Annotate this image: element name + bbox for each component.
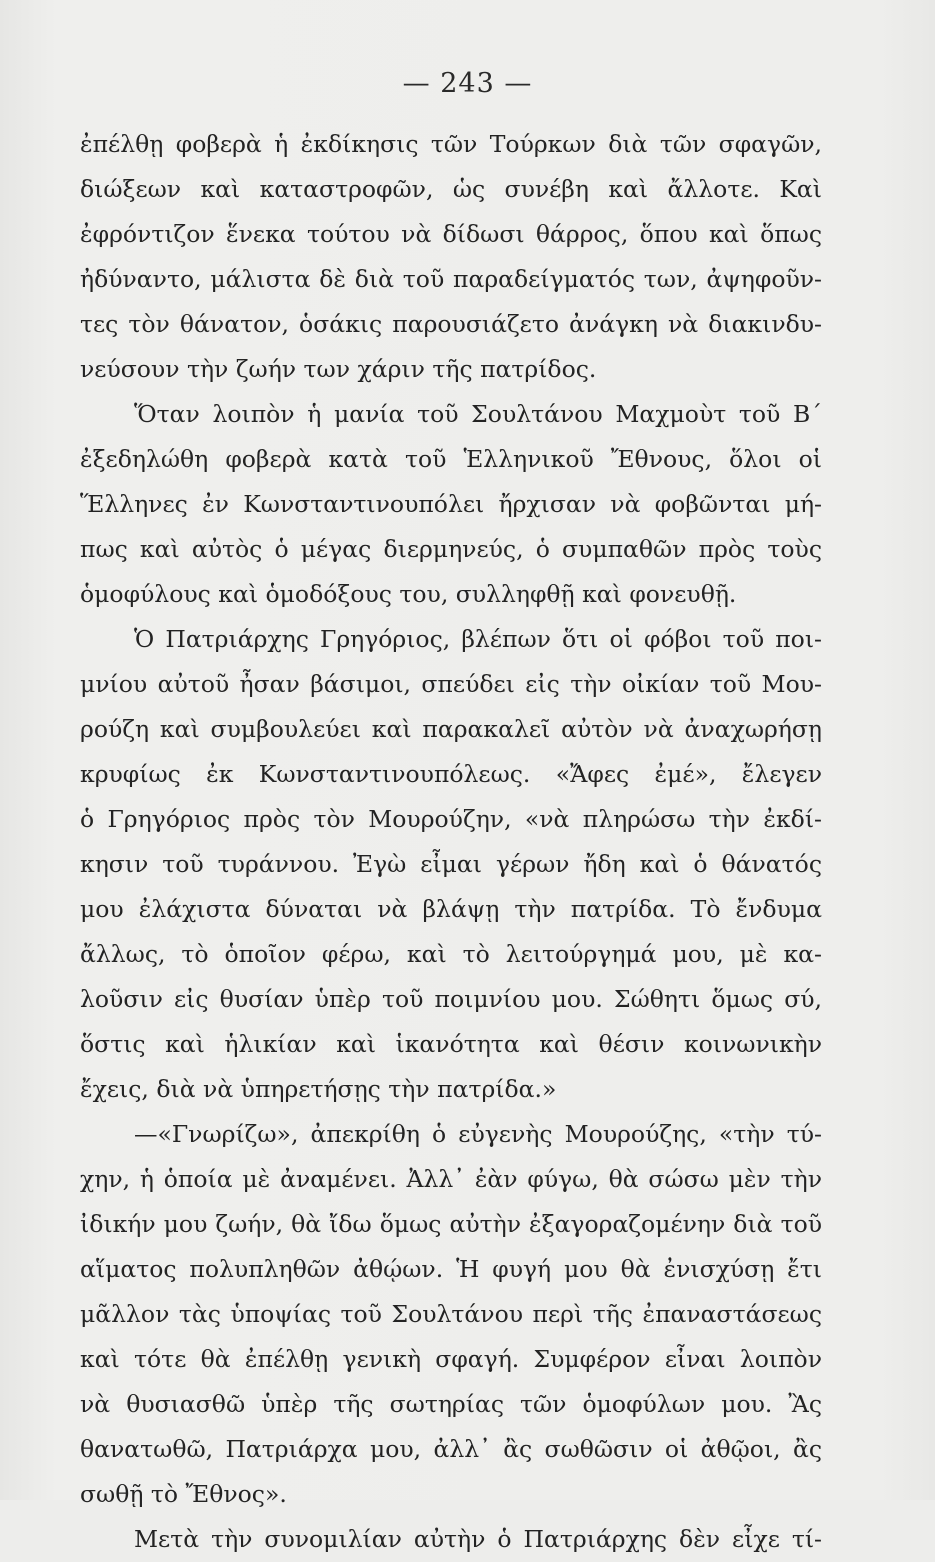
text-line: σωθῇ τὸ Ἔθνος». bbox=[80, 1480, 287, 1508]
text-line: Ὁ Πατριάρχης Γρηγόριος, βλέπων ὅτι οἱ φόβοι τοῦ ποι- bbox=[134, 625, 822, 653]
text-line: ἐξεδηλώθη φοβερὰ κατὰ τοῦ Ἑλληνικοῦ Ἔθνους, ὅλοι οἱ bbox=[80, 445, 822, 473]
text-line: καὶ τότε θὰ ἐπέλθῃ γενικὴ σφαγή. Συμφέρον εἶναι λοιπὸν bbox=[80, 1345, 822, 1373]
text-line: μᾶλλον τὰς ὑποψίας τοῦ Σουλτάνου περὶ τῆς ἐπαναστάσεως bbox=[80, 1300, 822, 1328]
text-line: Μετὰ τὴν συνομιλίαν αὐτὴν ὁ Πατριάρχης δὲν εἶχε τί- bbox=[134, 1525, 822, 1553]
text-line: ὁ Γρηγόριος πρὸς τὸν Μουρούζην, «νὰ πληρώσω τὴν ἐκδί- bbox=[80, 805, 822, 833]
text-line: ἔχεις, διὰ νὰ ὑπηρετήσῃς τὴν πατρίδα.» bbox=[80, 1075, 557, 1103]
text-line: μνίου αὐτοῦ ἦσαν βάσιμοι, σπεύδει εἰς τὴν οἰκίαν τοῦ Μου- bbox=[80, 670, 822, 698]
text-line: Ἕλληνες ἐν Κωνσταντινουπόλει ἤρχισαν νὰ φοβῶνται μή- bbox=[80, 490, 822, 518]
text-line: ἄλλως, τὸ ὁποῖον φέρω, καὶ τὸ λειτούργημά μου, μὲ κα- bbox=[80, 940, 822, 968]
text-line: ἐπέλθῃ φοβερὰ ἡ ἐκδίκησις τῶν Τούρκων διὰ τῶν σφαγῶν, bbox=[80, 130, 822, 158]
text-line: ὁμοφύλους καὶ ὁμοδόξους του, συλληφθῇ καὶ φονευθῇ. bbox=[80, 580, 737, 608]
text-line: ἐφρόντιζον ἕνεκα τούτου νὰ δίδωσι θάρρος, ὅπου καὶ ὅπως bbox=[80, 220, 822, 248]
text-line: ἰδικήν μου ζωήν, θὰ ἴδω ὅμως αὐτὴν ἐξαγοραζομένην διὰ τοῦ bbox=[80, 1210, 822, 1238]
text-line: χην, ἡ ὁποία μὲ ἀναμένει. Ἀλλ᾽ ἐὰν φύγω, θὰ σώσω μὲν τὴν bbox=[80, 1165, 822, 1193]
text-line: νεύσουν τὴν ζωήν των χάριν τῆς πατρίδος. bbox=[80, 355, 597, 383]
text-line: θανατωθῶ, Πατριάρχα μου, ἀλλ᾽ ἂς σωθῶσιν οἱ ἀθῷοι, ἂς bbox=[80, 1435, 822, 1463]
text-line: κρυφίως ἐκ Κωνσταντινουπόλεως. «Ἄφες ἐμέ», ἔλεγεν bbox=[80, 760, 822, 788]
text-line: ρούζη καὶ συμβουλεύει καὶ παρακαλεῖ αὐτὸν νὰ ἀναχωρήσῃ bbox=[80, 715, 822, 743]
text-line: λοῦσιν εἰς θυσίαν ὑπὲρ τοῦ ποιμνίου μου. Σώθητι ὅμως σύ, bbox=[80, 985, 822, 1013]
text-line: αἵματος πολυπληθῶν ἀθῴων. Ἡ φυγή μου θὰ ἐνισχύσῃ ἔτι bbox=[80, 1255, 822, 1283]
text-line: πως καὶ αὐτὸς ὁ μέγας διερμηνεύς, ὁ συμπαθῶν πρὸς τοὺς bbox=[80, 535, 822, 563]
text-line: μου ἐλάχιστα δύναται νὰ βλάψῃ τὴν πατρίδα. Τὸ ἔνδυμα bbox=[80, 895, 822, 923]
text-line: ὅστις καὶ ἡλικίαν καὶ ἱκανότητα καὶ θέσιν κοινωνικὴν bbox=[80, 1030, 822, 1058]
page-number: — 243 — bbox=[402, 68, 533, 99]
text-line: κησιν τοῦ τυράννου. Ἐγὼ εἶμαι γέρων ἤδη καὶ ὁ θάνατός bbox=[80, 850, 822, 878]
text-line: ἠδύναντο, μάλιστα δὲ διὰ τοῦ παραδείγματός των, ἀψηφοῦν- bbox=[80, 265, 822, 293]
text-line: —«Γνωρίζω», ἀπεκρίθη ὁ εὐγενὴς Μουρούζης, «τὴν τύ- bbox=[134, 1120, 822, 1148]
text-line: νὰ θυσιασθῶ ὑπὲρ τῆς σωτηρίας τῶν ὁμοφύλων μου. Ἂς bbox=[80, 1390, 822, 1418]
text-line: διώξεων καὶ καταστροφῶν, ὡς συνέβη καὶ ἄλλοτε. Καὶ bbox=[80, 175, 822, 203]
body-text bbox=[80, 122, 822, 1562]
text-line: τες τὸν θάνατον, ὁσάκις παρουσιάζετο ἀνάγκη νὰ διακινδυ- bbox=[80, 310, 822, 338]
text-line: Ὅταν λοιπὸν ἡ μανία τοῦ Σουλτάνου Μαχμοὺτ τοῦ Β΄ bbox=[134, 400, 822, 428]
